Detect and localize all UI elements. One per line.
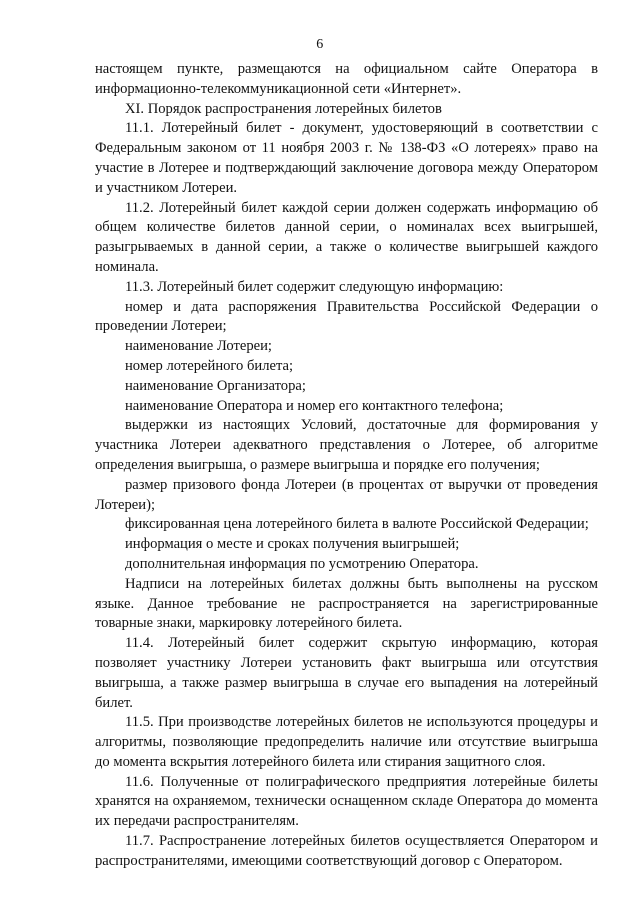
- page-number: 6: [316, 37, 324, 52]
- list-item: номер и дата распоряжения Правительства Российской Федерации о проведении Лотереи;: [95, 298, 598, 335]
- list-item: информация о месте и сроках получения выигрышей;: [125, 536, 460, 553]
- paragraph-11-3: 11.3. Лотерейный билет содержит следующую информацию:: [125, 278, 504, 295]
- list-item: наименование Лотереи;: [125, 338, 272, 355]
- list-item: наименование Оператора и номер его контактного телефона;: [125, 397, 504, 414]
- paragraph-11-6: 11.6. Полученные от полиграфического предприятия лотерейные билеты хранятся на охраняемом, технически оснащенном складе Оператора до момента их передачи распространителям.: [95, 773, 598, 830]
- paragraph-11-1: 11.1. Лотерейный билет - документ, удостоверяющий в соответствии с Федеральным законом от 11 ноября 2003 г. № 138-ФЗ «О лотереях» право на участие в Лотерее и подтверждающий заключение договора между Оператором и участником Лотереи.: [95, 120, 598, 196]
- intro-paragraph: настоящем пункте, размещаются на официальном сайте Оператора в информационно-телекоммуникационной сети «Интернет».: [95, 61, 598, 97]
- paragraph-11-2: 11.2. Лотерейный билет каждой серии должен содержать информацию об общем количестве билетов данной серии, о номиналах всех выигрышей, разыгрываемых в данной серии, а также о количестве выигрышей каждого номинала.: [95, 199, 598, 275]
- paragraph-11-4: 11.4. Лотерейный билет содержит скрытую информацию, которая позволяет участнику Лотереи установить факт выигрыша или отсутствия выигрыша, а также размер выигрыша в случае его выпадения на лотерейный билет.: [95, 635, 598, 711]
- list-item: фиксированная цена лотерейного билета в валюте Российской Федерации;: [125, 516, 589, 533]
- list-item: номер лотерейного билета;: [125, 357, 294, 374]
- section-title: XI. Порядок распространения лотерейных билетов: [125, 100, 442, 117]
- list-item: размер призового фонда Лотереи (в процентах от выручки от проведения Лотереи);: [95, 476, 598, 513]
- paragraph-inscriptions: Надписи на лотерейных билетах должны быть выполнены на русском языке. Данное требование не распространяется на зарегистрированные товарные знаки, маркировку лотерейного билета.: [95, 575, 598, 632]
- paragraph-11-5: 11.5. При производстве лотерейных билетов не используются процедуры и алгоритмы, позволяющие предопределить наличие или отсутствие выигрыша до момента вскрытия лотерейного билета или стирания защитного слоя.: [95, 714, 598, 770]
- list-item: наименование Организатора;: [125, 377, 306, 394]
- document-body: [95, 60, 598, 872]
- paragraph-11-7: 11.7. Распространение лотерейных билетов осуществляется Оператором и распространителями, имеющими соответствующий договор с Оператором.: [95, 833, 598, 869]
- list-item: дополнительная информация по усмотрению Оператора.: [125, 555, 479, 572]
- list-item: выдержки из настоящих Условий, достаточные для формирования у участника Лотереи адекватного представления о Лотерее, об алгоритме определения выигрыша, о размере выигрыша и порядке его получения;: [95, 417, 598, 473]
